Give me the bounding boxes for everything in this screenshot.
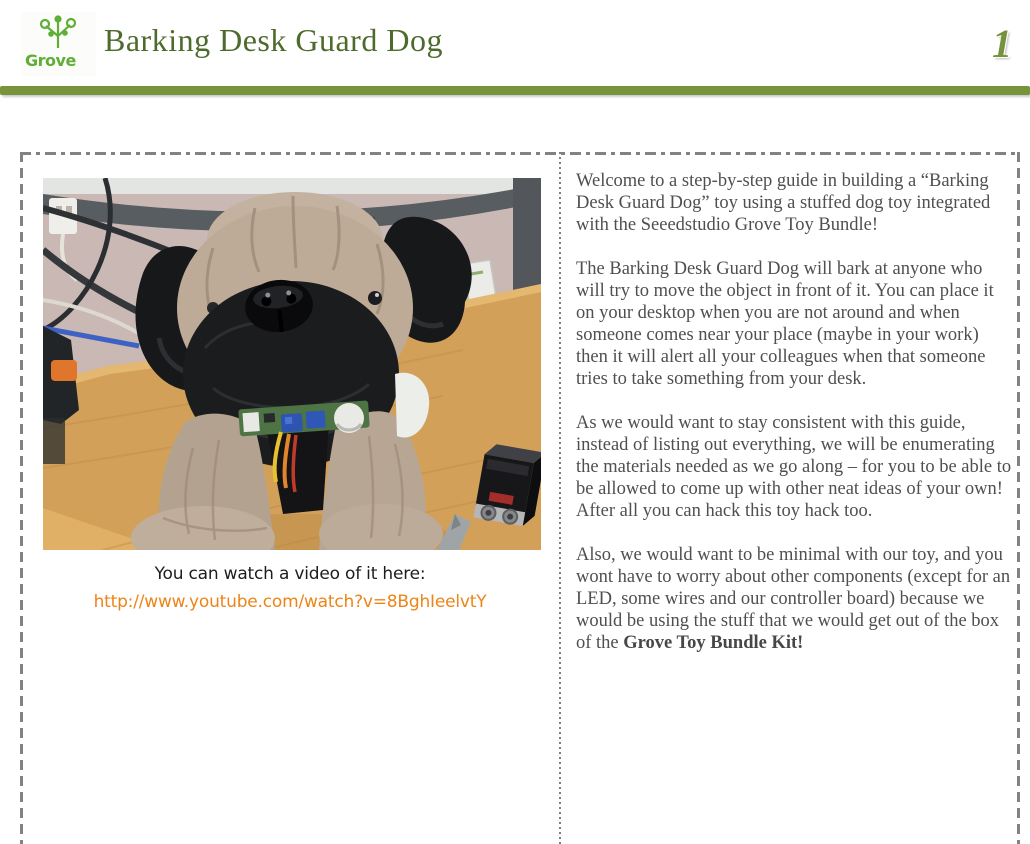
dog-photo-illustration [43, 178, 541, 550]
box-border-right [1017, 152, 1020, 844]
content-box [20, 152, 1020, 844]
paragraph-minimal [576, 544, 1014, 654]
page-number: 1 [992, 21, 1012, 66]
grove-logo [22, 12, 96, 76]
grove-molecule-icon [36, 14, 80, 50]
paragraph-text: Also, we would want to be minimal with our toy, and you wont have to worry about other components (except for an LED, some wires and our controller board) because we would be using the stuff that we would get out of the box of the [576, 545, 1011, 653]
paragraph-text: As we would want to stay consistent with this guide, instead of listing out everything, we will be enumerating the materials needed as we go along – for you to be able to be allowed to come up with other neat ideas of your own! After all you can hack this toy hack too. [576, 413, 1012, 521]
paragraph-welcome [576, 170, 1014, 236]
header-rule [0, 86, 1030, 95]
paragraph-materials [576, 412, 1014, 522]
video-link[interactable]: http://www.youtube.com/watch?v=8BghIeelvtY [93, 592, 487, 612]
box-border-top [20, 152, 1020, 155]
column-divider [559, 152, 561, 844]
page-title: Barking Desk Guard Dog [104, 22, 443, 58]
page-header [0, 0, 1030, 86]
photo-caption: You can watch a video of it here: [154, 564, 426, 584]
dog-photo [43, 178, 541, 550]
paragraph-text: The Barking Desk Guard Dog will bark at anyone who will try to move the object in front of it. You can place it on your desktop when you are not around and when someone comes near your place (maybe in your work) then it will alert all your colleagues when that someone tries to take something from your desk. [576, 259, 994, 389]
paragraph-text: Welcome to a step-by-step guide in building a “Barking Desk Guard Dog” toy using a stuffed dog toy integrated with the Seeedstudio Grove Toy Bundle! [576, 171, 991, 235]
box-border-left [20, 152, 23, 844]
paragraph-bark-behavior [576, 258, 1014, 390]
grove-logo-text: Grove [25, 51, 76, 70]
right-column [576, 170, 1014, 676]
paragraph-bold-text: Grove Toy Bundle Kit! [623, 633, 804, 653]
